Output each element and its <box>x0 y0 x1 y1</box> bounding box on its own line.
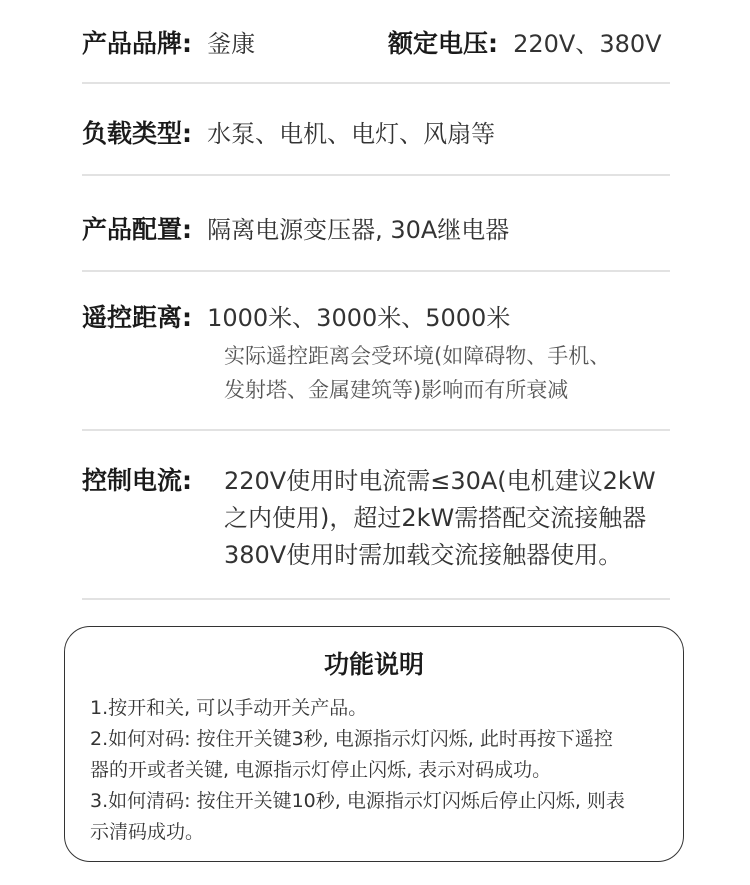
function-line-1: 1.按开和关, 可以手动开关产品。 <box>90 697 368 719</box>
spec-row-range <box>82 298 510 334</box>
range-note-line-2: 发射塔、金属建筑等)影响而有所衰减 <box>224 378 569 402</box>
range-label: 遥控距离: <box>82 303 192 332</box>
divider <box>82 174 670 176</box>
current-line-3: 380V使用时需加载交流接触器使用。 <box>224 541 623 569</box>
spec-row-brand-voltage <box>82 24 255 60</box>
config-value: 隔离电源变压器, 30A继电器 <box>207 216 510 244</box>
function-description-box <box>64 626 684 862</box>
brand-value: 釜康 <box>207 30 256 58</box>
load-value: 水泵、电机、电灯、风扇等 <box>207 120 496 148</box>
function-box-title: 功能说明 <box>323 650 424 679</box>
range-note-line-1: 实际遥控距离会受环境(如障碍物、手机、 <box>224 344 611 368</box>
function-line-5: 示清码成功。 <box>90 821 205 843</box>
current-label: 控制电流: <box>82 466 192 495</box>
brand-label: 产品品牌: <box>82 29 192 58</box>
range-value: 1000米、3000米、5000米 <box>207 304 511 332</box>
voltage-value: 220V、380V <box>513 30 662 58</box>
divider <box>82 270 670 272</box>
spec-row-config <box>82 210 509 246</box>
function-line-4: 3.如何清码: 按住开关键10秒, 电源指示灯闪烁后停止闪烁, 则表 <box>90 790 625 812</box>
divider <box>82 82 670 84</box>
current-line-2: 之内使用)，超过2kW需搭配交流接触器 <box>224 504 647 532</box>
load-label: 负载类型: <box>82 119 192 148</box>
divider <box>82 598 670 600</box>
spec-voltage <box>388 24 662 60</box>
config-label: 产品配置: <box>82 215 192 244</box>
function-line-3: 器的开或者关键, 电源指示灯停止闪烁, 表示对码成功。 <box>90 759 552 781</box>
spec-row-current <box>82 461 192 497</box>
current-line-1: 220V使用时电流需≤30A(电机建议2kW <box>224 467 656 495</box>
spec-row-load <box>82 114 495 150</box>
voltage-label: 额定电压: <box>388 29 498 58</box>
divider <box>82 429 670 431</box>
function-line-2: 2.如何对码: 按住开关键3秒, 电源指示灯闪烁, 此时再按下遥控 <box>90 728 613 750</box>
